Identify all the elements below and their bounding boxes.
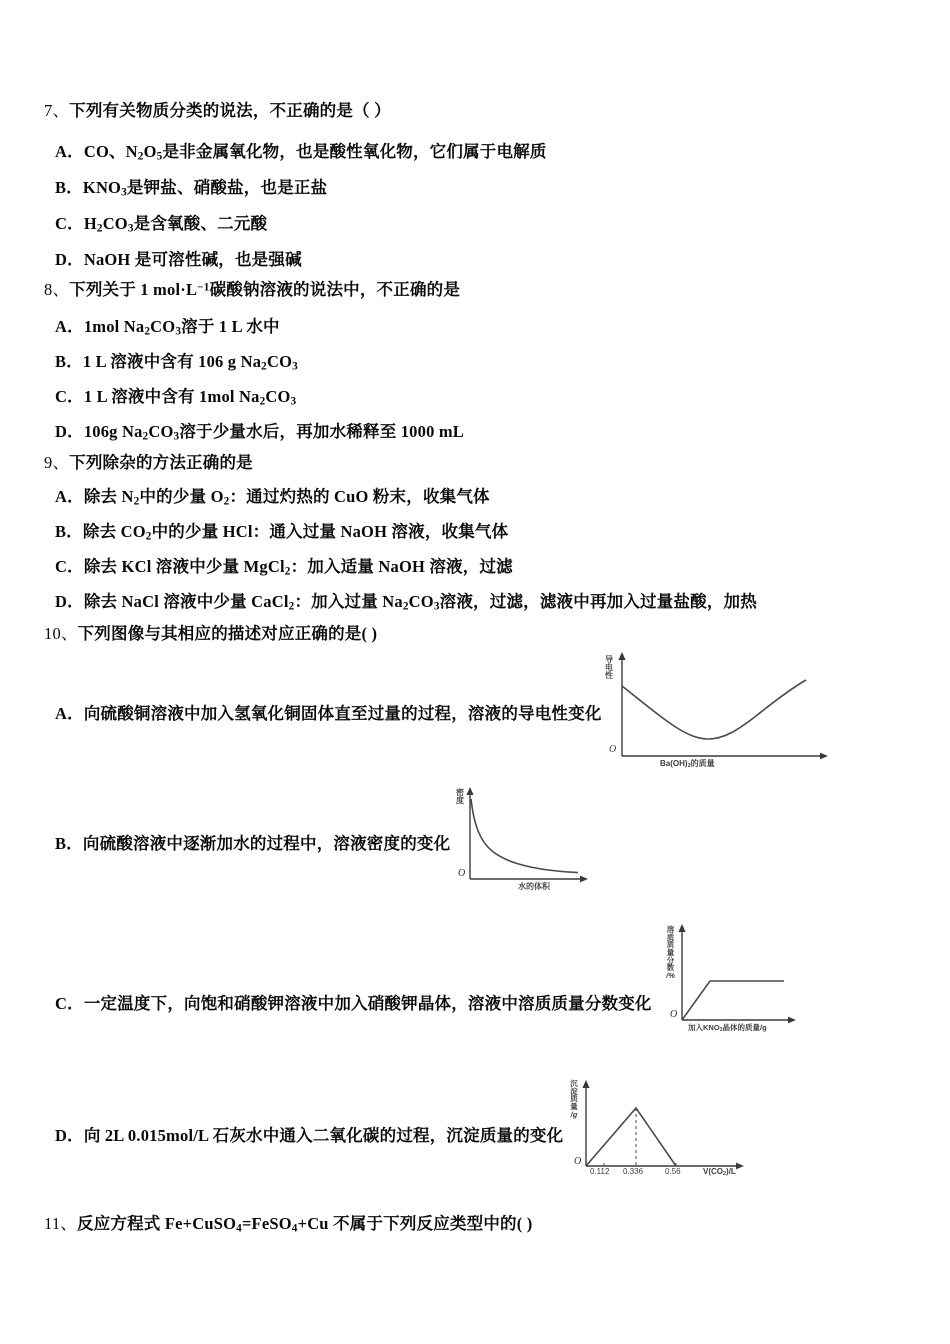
chart-a-y-axis-label: 导 电 性 — [605, 655, 613, 681]
question-7-option-c — [55, 210, 267, 234]
chart-d-precipitate — [560, 1078, 775, 1188]
option-text: 一定温度下，向饱和硝酸钾溶液中加入硝酸钾晶体，溶液中溶质质量分数变化 — [83, 994, 652, 1013]
y-axis-arrow-icon — [582, 1080, 589, 1088]
option-label: B． — [55, 352, 83, 371]
question-7-option-d — [55, 246, 302, 270]
chart-a-svg — [600, 648, 850, 773]
option-label: A． — [55, 142, 84, 161]
x-axis-arrow-icon — [820, 753, 828, 760]
option-text: NaOH 是可溶性碱，也是强碱 — [83, 250, 302, 269]
option-text: 除去 $CO_2$中的少量 HCl：通入过量 NaOH 溶液，收集气体 — [82, 522, 509, 543]
option-text: 除去 KCl 溶液中少量 MgCl$_2$：加入适量 NaOH 溶液，过滤 — [83, 557, 513, 578]
question-8-option-b — [55, 348, 298, 372]
question-9-text: 下列除杂的方法正确的是 — [69, 453, 253, 472]
option-text: 除去 NaCl 溶液中少量 CaCl$_2$：加入过量 $Na_2CO_3$溶液，过滤，滤液中再加入过量盐酸，加热 — [83, 592, 757, 613]
option-label: B． — [55, 178, 83, 197]
option-label: C． — [55, 387, 84, 406]
chart-a-origin-label: O — [609, 744, 617, 755]
question-11-number: 11、 — [44, 1214, 77, 1233]
x-axis-arrow-icon — [788, 1017, 796, 1024]
y-axis-arrow-icon — [466, 787, 473, 795]
option-text: 除去 $N_2$中的少量 $O_2$：通过灼热的 CuO 粉末，收集气体 — [83, 487, 490, 508]
question-8-stem — [44, 276, 460, 300]
question-7-option-b — [55, 174, 327, 198]
question-10-option-a — [55, 700, 602, 724]
conductivity-curve — [622, 680, 806, 739]
option-label: C． — [55, 557, 84, 576]
mass-fraction-curve — [682, 981, 784, 1020]
question-7-text: 下列有关物质分类的说法，不正确的是（ ） — [69, 101, 391, 120]
option-text: 106g $Na_2CO_3$溶于少量水后，再加水稀释至 1000 mL — [83, 422, 465, 443]
option-text: CO、$N_2O_5$是非金属氧化物，也是酸性氧化物，它们属于电解质 — [83, 142, 547, 163]
precipitate-curve — [586, 1108, 676, 1166]
option-label: C． — [55, 214, 84, 233]
chart-b-x-axis-label: 水的体积 — [518, 882, 550, 891]
question-9-number: 9、 — [44, 453, 70, 472]
question-10-option-b — [55, 830, 450, 854]
question-8-number: 8、 — [44, 280, 70, 299]
chart-d-x-axis-label: $V(CO_2)/L$ — [703, 1167, 736, 1178]
y-axis-arrow-icon — [678, 924, 685, 932]
question-10-stem — [44, 620, 377, 644]
chart-b-svg — [450, 783, 610, 895]
option-text: $KNO_3$是钾盐、硝酸盐，也是正盐 — [82, 178, 328, 199]
option-text: 向硫酸溶液中逐渐加水的过程中，溶液密度的变化 — [82, 834, 451, 853]
question-9-stem — [44, 449, 253, 473]
option-label: D． — [55, 592, 84, 611]
option-label: D． — [55, 250, 84, 269]
question-9-option-a — [55, 483, 490, 507]
chart-a-x-axis-label: $Ba(OH)_2$的质量 — [660, 759, 715, 770]
question-8-text: 下列关于 1 $mol\cdot L^{-1}$碳酸钠溶液的说法中，不正确的是 — [69, 280, 461, 299]
option-label: C． — [55, 994, 84, 1013]
option-label: B． — [55, 834, 83, 853]
question-7-stem — [44, 97, 391, 121]
chart-c-origin-label: O — [670, 1009, 678, 1020]
chart-b-y-axis-label: 密 度 — [456, 788, 464, 806]
chart-c-svg — [648, 918, 868, 1038]
x-axis-arrow-icon — [580, 876, 588, 883]
question-7-number: 7、 — [44, 101, 70, 120]
option-text: $H_2CO_3$是含氧酸、二元酸 — [83, 214, 268, 235]
question-9-option-d — [55, 588, 757, 612]
chart-c-x-axis-label: 加入$KNO_3$晶体的质量/g — [688, 1023, 767, 1034]
option-text: 1 L 溶液中含有 106 g $Na_2CO_3$ — [82, 352, 298, 373]
chart-c-mass-fraction — [648, 918, 868, 1038]
chart-b-origin-label: O — [458, 868, 466, 879]
question-8-option-c — [55, 383, 296, 407]
chart-d-xtick-2: 0.56 — [665, 1167, 681, 1176]
option-text: 1mol $Na_2CO_3$溶于 1 L 水中 — [83, 317, 280, 338]
chart-d-origin-label: O — [574, 1156, 582, 1167]
option-text: 1 L 溶液中含有 1mol $Na_2CO_3$ — [83, 387, 297, 408]
y-axis-arrow-icon — [618, 652, 625, 660]
option-label: D． — [55, 422, 84, 441]
question-10-option-d — [55, 1122, 563, 1146]
question-8-option-a — [55, 313, 280, 337]
density-curve — [471, 799, 578, 873]
question-9-option-b — [55, 518, 508, 542]
chart-d-y-axis-label: 沉 淀 质 量 /g — [570, 1079, 578, 1119]
chart-b-density — [450, 783, 610, 895]
question-10-option-c — [55, 990, 652, 1014]
option-text: 向 2L 0.015mol/L 石灰水中通入二氧化碳的过程，沉淀质量的变化 — [83, 1126, 564, 1145]
option-label: A． — [55, 487, 84, 506]
option-label: A． — [55, 704, 84, 723]
question-11-text: 反应方程式 Fe+CuSO$_4$=FeSO$_4$+Cu 不属于下列反应类型中的( ) — [77, 1214, 533, 1235]
question-9-option-c — [55, 553, 513, 577]
question-7-option-a — [55, 138, 547, 162]
question-11-stem — [44, 1210, 532, 1234]
question-10-number: 10、 — [44, 624, 78, 643]
chart-a-conductivity — [600, 648, 850, 773]
chart-d-xtick-1: 0.336 — [623, 1167, 644, 1176]
chart-d-xtick-0: 0.112 — [590, 1167, 610, 1176]
option-text: 向硫酸铜溶液中加入氢氧化铜固体直至过量的过程，溶液的导电性变化 — [83, 704, 602, 723]
chart-c-y-axis-label: 溶 质 质 量 分 数 /% — [666, 925, 675, 980]
x-axis-arrow-icon — [736, 1163, 744, 1170]
option-label: B． — [55, 522, 83, 541]
option-label: D． — [55, 1126, 84, 1145]
question-10-text: 下列图像与其相应的描述对应正确的是( ) — [77, 624, 378, 643]
question-8-option-d — [55, 418, 464, 442]
option-label: A． — [55, 317, 84, 336]
